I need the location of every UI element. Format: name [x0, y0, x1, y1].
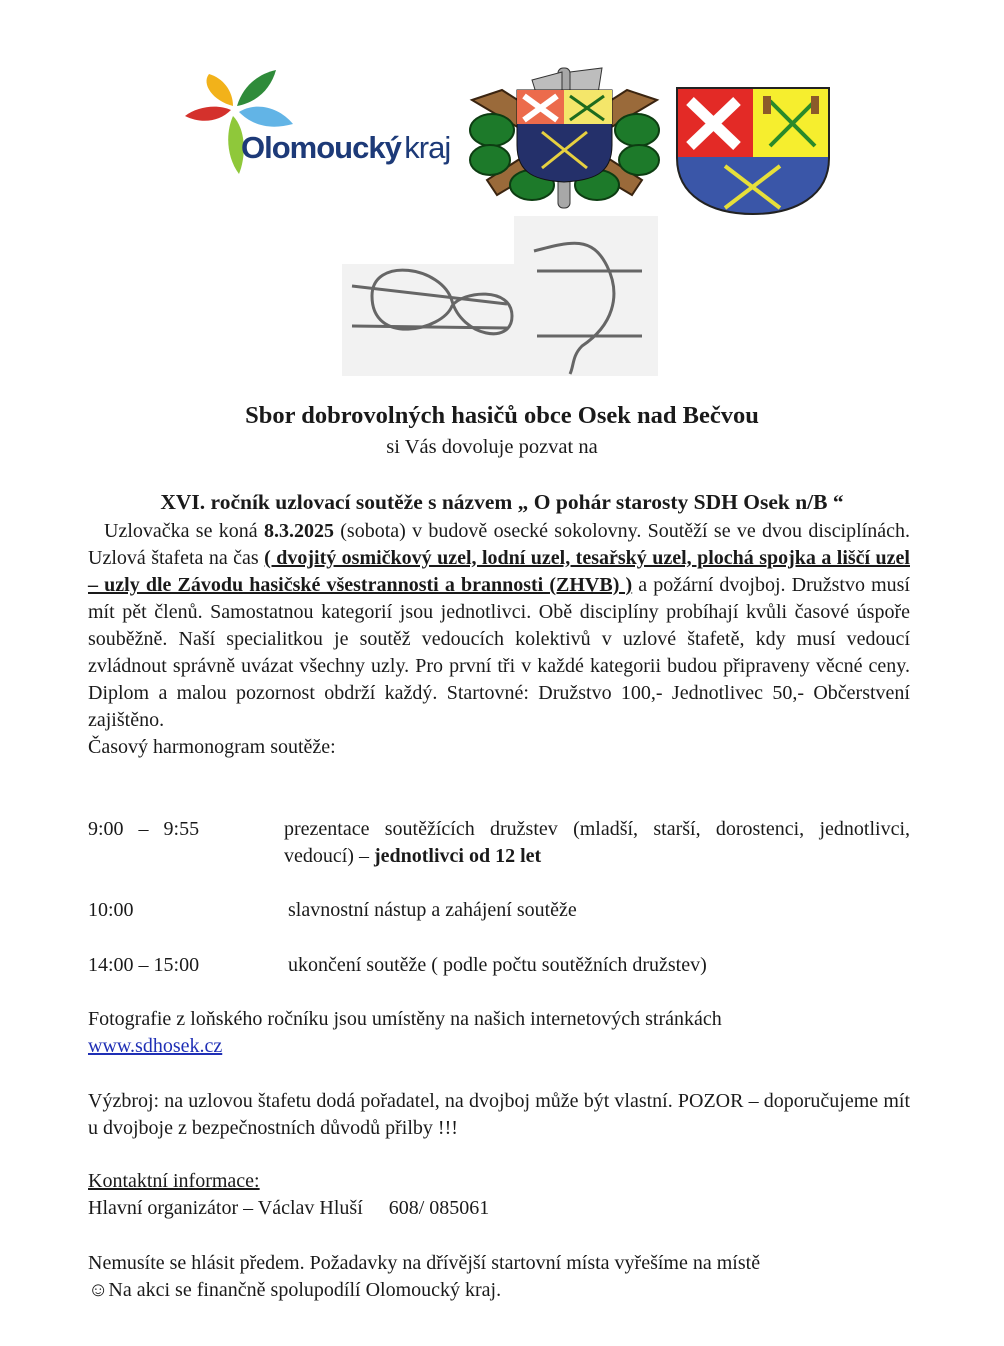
logo-normal-text: kraj: [404, 130, 451, 165]
knots-list: ( dvojitý osmičkový uzel, lodní uzel, tesařský uzel, plochá spojka a liščí uzel – uzly dle Závodu hasičské všestrannosti a brannosti (ZHVB) ): [88, 547, 910, 596]
schedule-description: ukončení soutěže ( podle počtu soutěžních družstev): [288, 954, 707, 976]
schedule-description: [284, 816, 910, 870]
photos-paragraph: [88, 1006, 910, 1060]
osek-coat-of-arms: [675, 86, 831, 216]
intro-text: [88, 518, 910, 734]
schedule-time: 10:00: [88, 899, 134, 921]
knot-illustrations: [342, 216, 658, 376]
equipment-paragraph: Výzbroj: na uzlovou štafetu dodá pořadatel, na dvojboj může být vlastní. POZOR – doporučujeme mít u dvojboje z bezpečnostních důvodů přilby !!!: [88, 1090, 910, 1139]
invitation-subtitle: [0, 436, 1004, 459]
logo-bold-text: Olomoucký: [241, 130, 401, 165]
intro-text-2: (sobota) v budově osecké sokolovny. Soutěží se ve dvou disciplínách. Uzlová štafeta na čas: [88, 520, 910, 569]
event-date: 8.3.2025: [263, 520, 334, 542]
organizer-phone: 608/ 085061: [388, 1197, 490, 1219]
intro-text-1: Uzlovačka se koná: [104, 520, 264, 542]
closing-text: Na akci se finančně spolupodílí Olomoucký kraj.: [108, 1279, 502, 1301]
olomoucky-kraj-wordmark: [241, 130, 450, 166]
schedule-time: 9:00 – 9:55: [88, 818, 200, 840]
fire-brigade-emblem: [462, 60, 667, 210]
schedule-row: [88, 952, 910, 979]
organizer-name: Hlavní organizátor – Václav Hluší: [88, 1197, 363, 1219]
organization-title: Sbor dobrovolných hasičů obce Osek nad Bečvou: [245, 402, 759, 429]
contact-section: [88, 1168, 910, 1222]
photos-text: Fotografie z loňského ročníku jsou umístěny na našich internetových stránkách: [88, 1008, 722, 1030]
organizer-line: [88, 1195, 910, 1222]
intro-paragraph: [88, 518, 910, 761]
olomoucky-kraj-logo: [183, 66, 451, 186]
intro-text-3: a požární dvojboj. Družstvo musí mít pět členů. Samostatnou kategorií jsou jednotlivci. Obě disciplíny probíhají kvůli časové úspoře souběžně. Naší specialitkou je soutěž vedoucích kolektivů v uzlové štafetě, kdy musí vedoucí zvládnout správně uvázat všechny uzly. Pro první tři v každé kategorii budou připraveny věcné ceny. Diplom a malou pozornost obdrží každý. Startovné: Družstvo 100,- Jednotlivec 50,- Občerstvení zajištěno.: [88, 574, 910, 731]
schedule-heading: Časový harmonogram soutěže:: [88, 736, 336, 758]
contact-heading: Kontaktní informace:: [88, 1170, 260, 1192]
schedule-time: 14:00 – 15:00: [88, 954, 200, 976]
contest-title: XVI. ročník uzlovací soutěže s názvem „ O pohár starosty SDH Osek n/B “: [160, 490, 844, 514]
schedule-row: [88, 897, 910, 924]
smiley-icon: ☺: [88, 1279, 109, 1301]
website-link[interactable]: www.sdhosek.cz: [88, 1035, 223, 1057]
schedule-desc-text: prezentace soutěžících družstev (mladší, starší, dorostenci, jednotlivci, vedoucí) –: [284, 818, 910, 867]
schedule-description: slavnostní nástup a zahájení soutěže: [288, 899, 577, 921]
schedule-desc-bold: jednotlivci od 12 let: [373, 845, 542, 867]
subtitle-text: si Vás dovoluje pozvat na: [386, 436, 598, 458]
closing-line-1: Nemusíte se hlásit předem. Požadavky na dřívější startovní místa vyřešíme na místě: [88, 1252, 761, 1274]
schedule-row: [88, 816, 910, 870]
closing-paragraph: [88, 1250, 910, 1304]
closing-line-2: [88, 1277, 910, 1304]
